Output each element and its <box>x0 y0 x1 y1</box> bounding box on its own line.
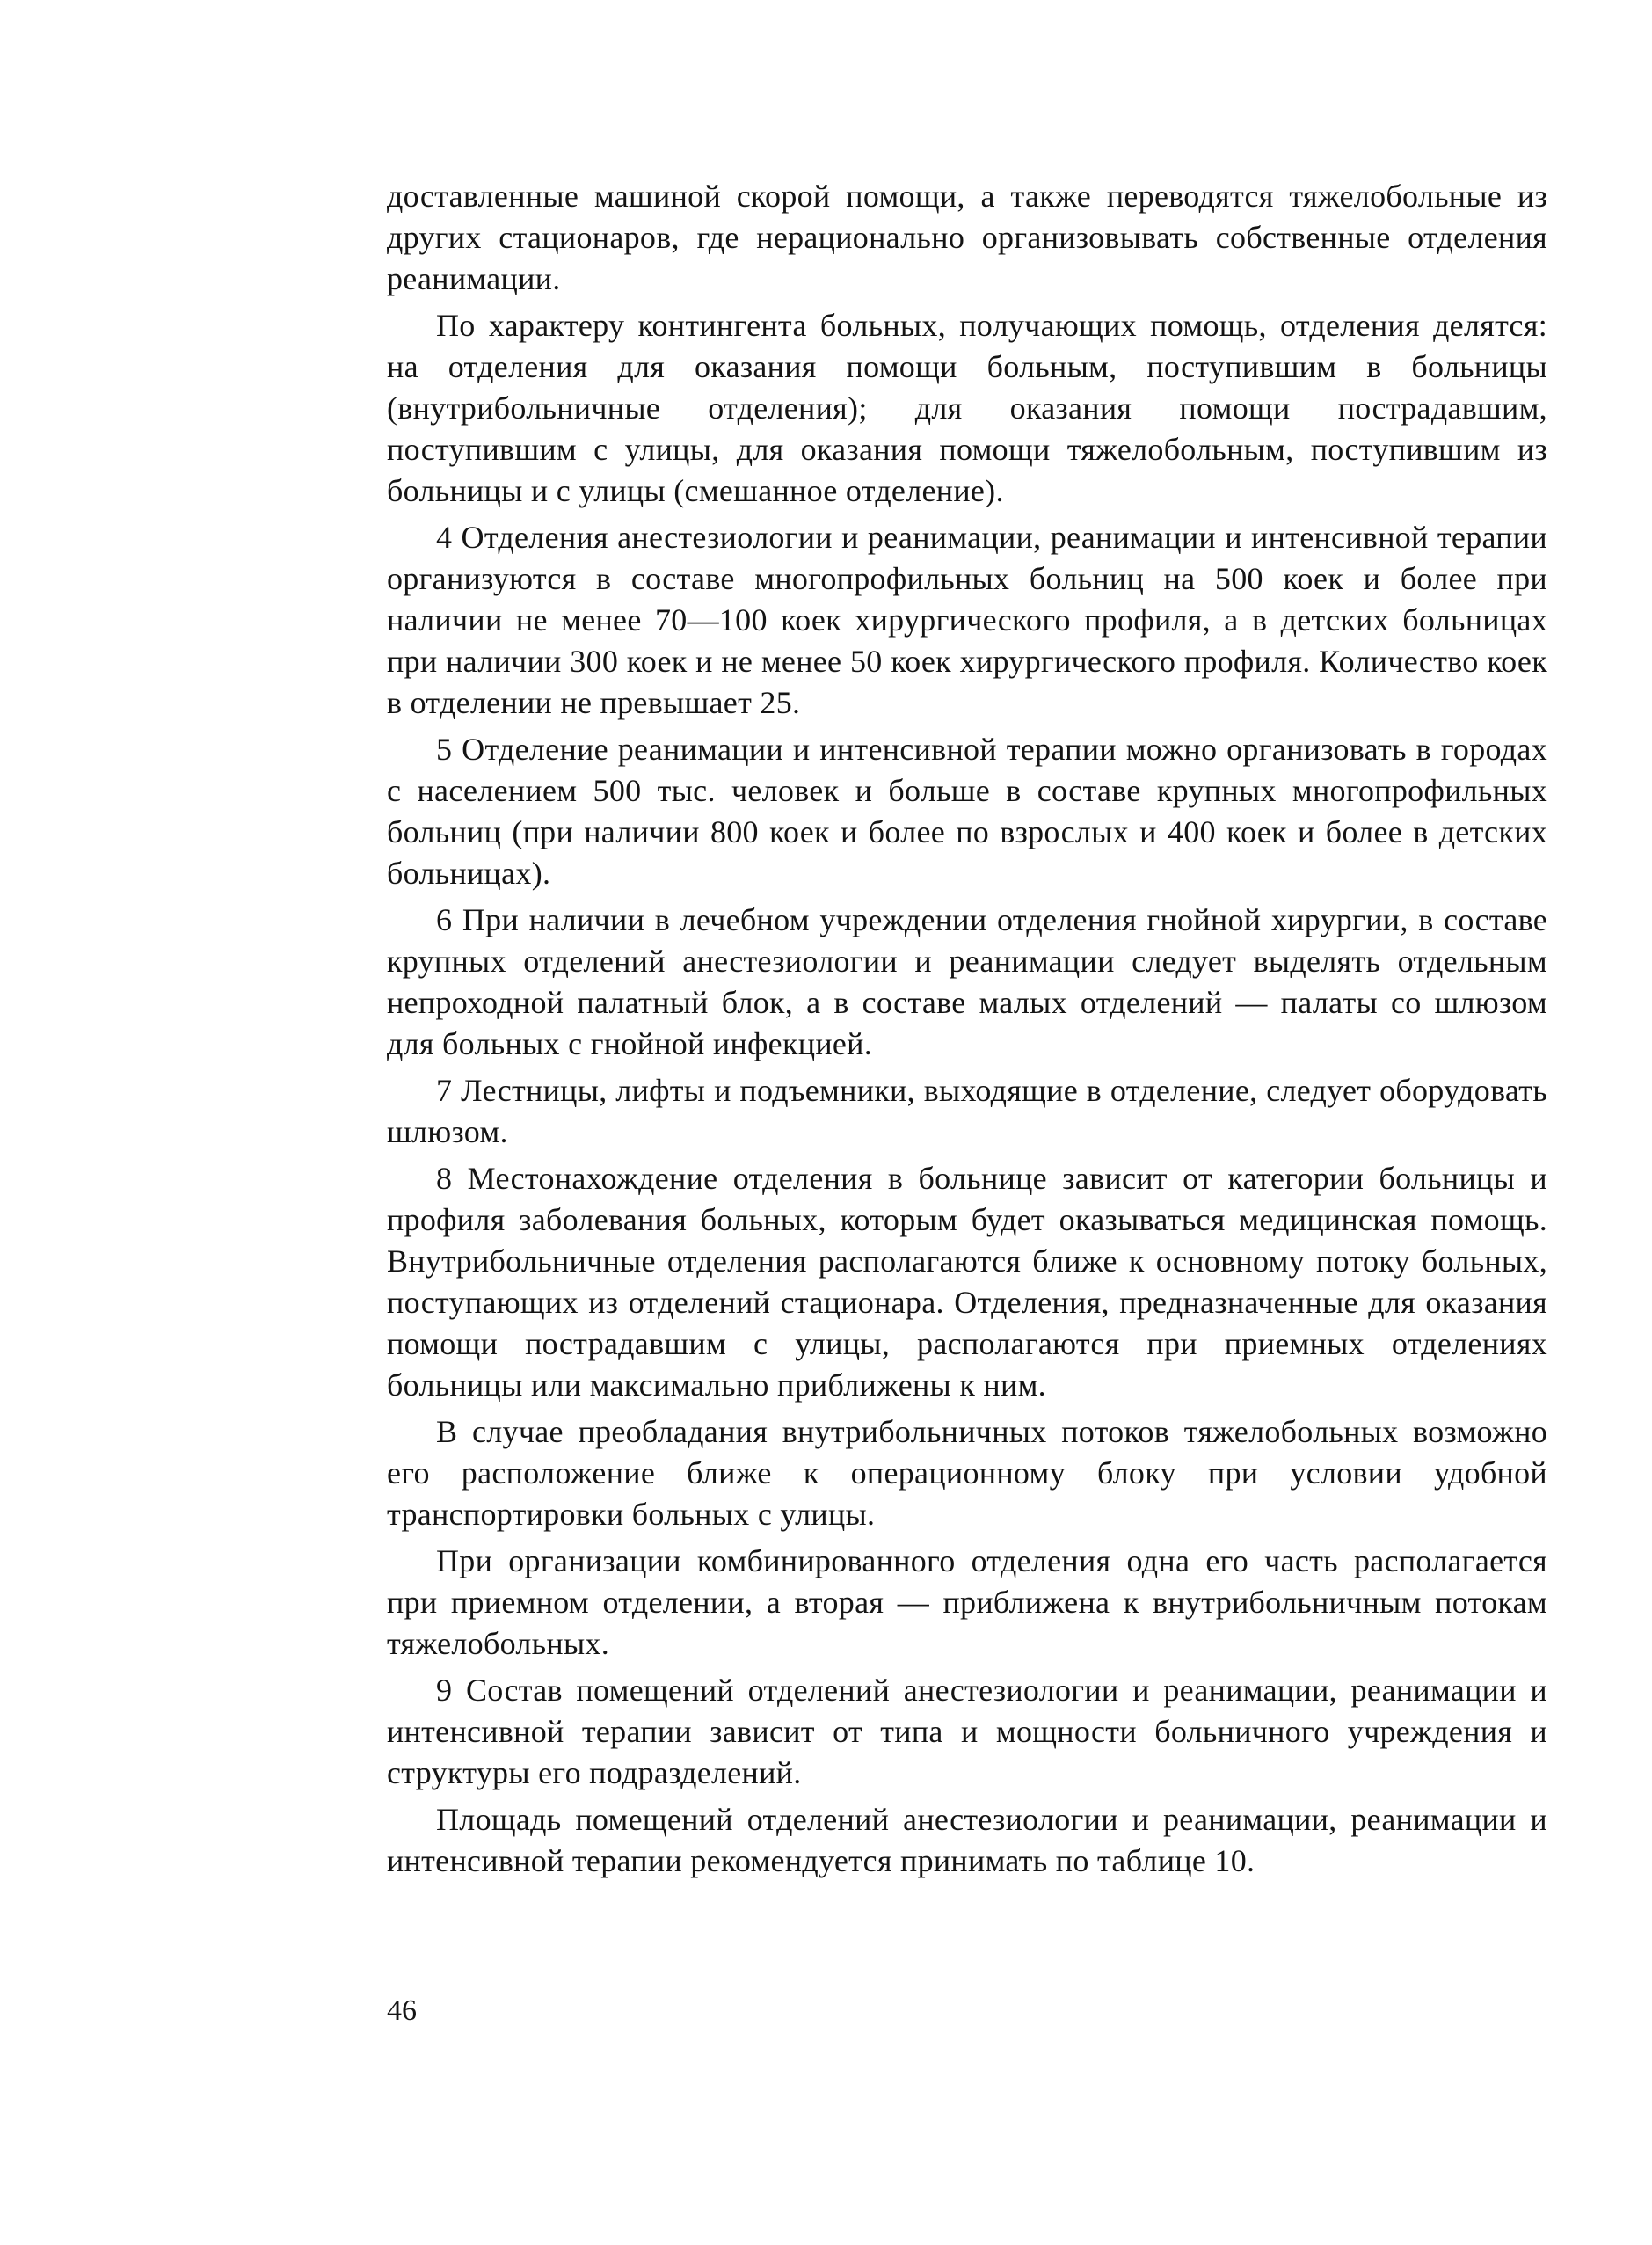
paragraph-internal-flows: В случае преобладания внутрибольничных потоков тяжелобольных возможно его расположение ближе к операционному блоку при условии удобной транспортировки больных с улицы. <box>387 1414 1547 1532</box>
paragraph-item-5: 5 Отделение реанимации и интенсивной терапии можно организовать в городах с населением 500 тыс. человек и больше в составе крупных многопрофильных больниц (при наличии 800 коек и более по взрослых и 400 коек и более в детских больницах). <box>387 732 1547 891</box>
paragraph-area-table-ref: Площадь помещений отделений анестезиологии и реанимации, реанимации и интенсивной терапии рекомендуется принимать по таблице 10. <box>387 1802 1547 1878</box>
paragraph-contingent: По характеру контингента больных, получающих помощь, отделения делятся: на отделения для оказания помощи больным, поступившим в больницы (внутрибольничные отделения); для оказания помощи пострадавшим, поступившим с улицы, для оказания помощи тяжелобольным, поступившим из больницы и с улицы (смешанное отделение). <box>387 308 1547 508</box>
paragraph-item-6: 6 При наличии в лечебном учреждении отделения гнойной хирургии, в составе крупных отделений анестезиологии и реанимации следует выделять отдельным непроходной палатный блок, а в составе малых отделений — палаты со шлюзом для больных с гнойной инфекцией. <box>387 902 1547 1061</box>
paragraph-combined-department: При организации комбинированного отделения одна его часть располагается при приемном отделении, а вторая — приближена к внутрибольничным потокам тяжелобольных. <box>387 1543 1547 1661</box>
paragraph-item-9: 9 Состав помещений отделений анестезиологии и реанимации, реанимации и интенсивной терапии зависит от типа и мощности больничного учреждения и структуры его подразделений. <box>387 1673 1547 1790</box>
paragraph-item-4: 4 Отделения анестезиологии и реанимации, реанимации и интенсивной терапии организуются в составе многопрофильных больниц на 500 коек и более при наличии не менее 70—100 коек хирургического профиля, а в детских больницах при наличии 300 коек и не менее 50 коек хирургического профиля. Количество коек в отделении не превышает 25. <box>387 520 1547 720</box>
paragraph-item-7: 7 Лестницы, лифты и подъемники, выходящие в отделение, следует оборудовать шлюзом. <box>387 1073 1547 1149</box>
paragraph-intro-continuation: доставленные машиной скорой помощи, а также переводятся тяжелобольные из других стационаров, где нерационально организовывать собственные отделения реанимации. <box>387 179 1547 296</box>
paragraph-item-8: 8 Местонахождение отделения в больнице зависит от категории больницы и профиля заболевания больных, которым будет оказываться медицинская помощь. Внутрибольничные отделения располагаются ближе к основному потоку больных, поступающих из отделений стационара. Отделения, предназначенные для оказания помощи пострадавшим с улицы, располагаются при приемных отделениях больницы или максимально приближены к ним. <box>387 1161 1547 1403</box>
page-body <box>387 176 1547 2066</box>
page-number: 46 <box>387 1994 417 2027</box>
